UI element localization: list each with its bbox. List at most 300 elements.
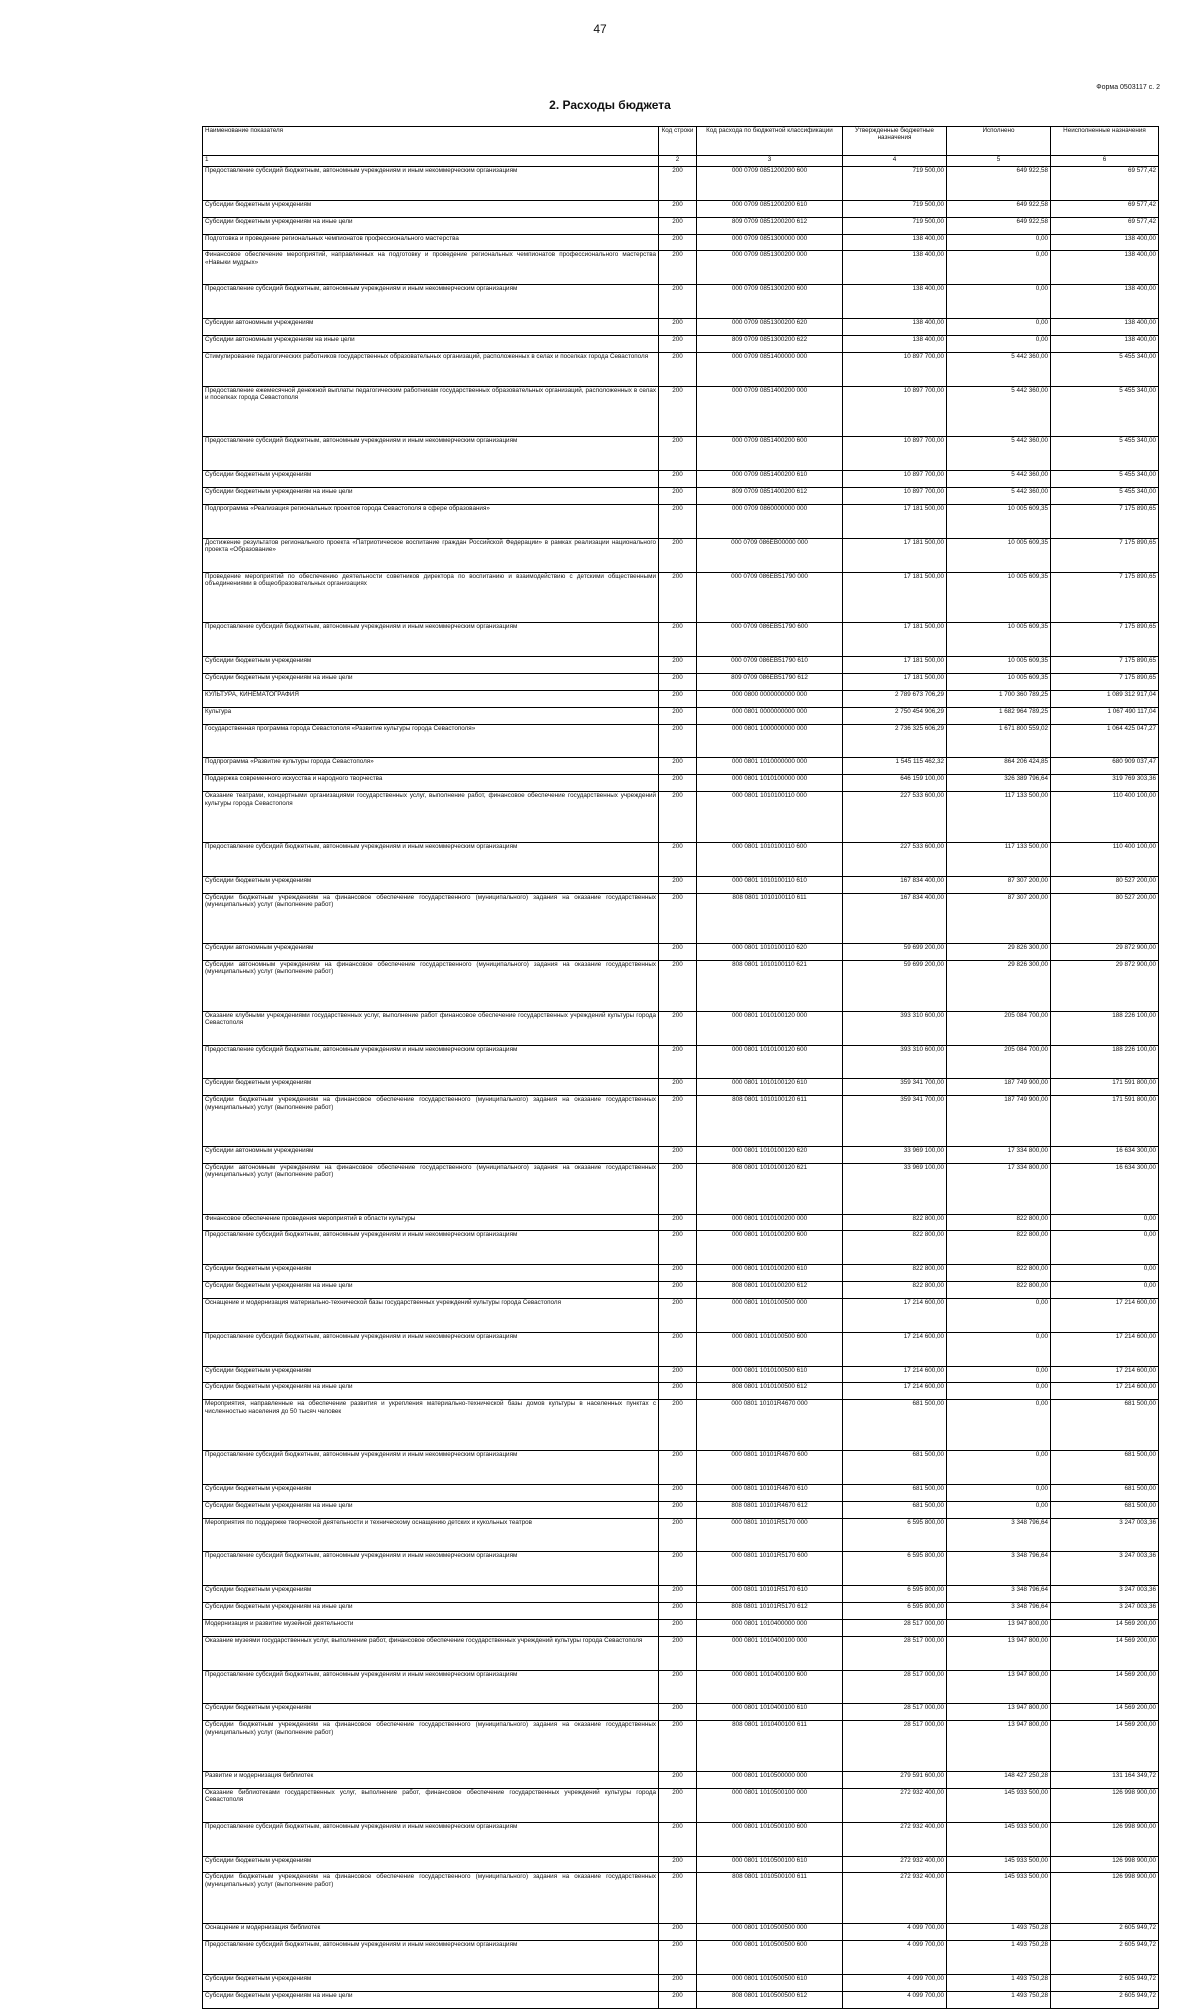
budget-expenses-table (202, 126, 1159, 2009)
row-executed-cell: 0,00 (947, 1298, 1051, 1332)
row-approved-cell: 681 500,00 (843, 1451, 947, 1485)
table-row (203, 386, 1159, 437)
row-classification-code-cell: 000 0709 0860000000 000 (697, 504, 843, 538)
row-approved-cell: 272 932 400,00 (843, 1788, 947, 1822)
row-executed-cell: 117 133 500,00 (947, 842, 1051, 876)
row-name-cell: Развитие и модернизация библиотек (203, 1772, 659, 1789)
row-classification-code-cell: 000 0801 1010500100 000 (697, 1788, 843, 1822)
row-unexecuted-cell: 69 577,42 (1051, 217, 1159, 234)
row-executed-cell: 5 442 360,00 (947, 386, 1051, 437)
table-row (203, 1045, 1159, 1079)
row-unexecuted-cell: 5 455 340,00 (1051, 471, 1159, 488)
row-line-code-cell: 200 (659, 1501, 697, 1518)
row-unexecuted-cell: 681 500,00 (1051, 1501, 1159, 1518)
table-row (203, 1383, 1159, 1400)
row-unexecuted-cell: 2 605 949,72 (1051, 1991, 1159, 2008)
row-name-cell: Подготовка и проведение региональных чемпионатов профессионального мастерства (203, 234, 659, 251)
row-executed-cell: 1 493 750,28 (947, 1974, 1051, 1991)
row-approved-cell: 6 595 800,00 (843, 1552, 947, 1586)
row-name-cell: Субсидии бюджетным учреждениям (203, 1974, 659, 1991)
table-row (203, 1501, 1159, 1518)
row-line-code-cell: 200 (659, 1298, 697, 1332)
row-line-code-cell: 200 (659, 623, 697, 657)
row-approved-cell: 822 800,00 (843, 1282, 947, 1299)
row-executed-cell: 145 933 500,00 (947, 1822, 1051, 1856)
row-name-cell: Субсидии бюджетным учреждениям (203, 471, 659, 488)
table-row (203, 1586, 1159, 1603)
row-approved-cell: 393 310 600,00 (843, 1011, 947, 1045)
row-approved-cell: 822 800,00 (843, 1265, 947, 1282)
table-row (203, 572, 1159, 623)
table-row (203, 1822, 1159, 1856)
row-line-code-cell: 200 (659, 437, 697, 471)
row-approved-cell: 167 834 400,00 (843, 876, 947, 893)
row-executed-cell: 205 084 700,00 (947, 1045, 1051, 1079)
row-classification-code-cell: 000 0801 10101R4670 000 (697, 1400, 843, 1451)
row-line-code-cell: 200 (659, 656, 697, 673)
row-executed-cell: 10 005 609,35 (947, 504, 1051, 538)
row-unexecuted-cell: 3 247 003,36 (1051, 1586, 1159, 1603)
table-row (203, 1146, 1159, 1163)
row-unexecuted-cell: 7 175 890,65 (1051, 572, 1159, 623)
table-row (203, 1282, 1159, 1299)
row-classification-code-cell: 809 0709 0851300200 622 (697, 335, 843, 352)
row-unexecuted-cell: 681 500,00 (1051, 1400, 1159, 1451)
row-line-code-cell: 200 (659, 707, 697, 724)
row-unexecuted-cell: 188 226 100,00 (1051, 1011, 1159, 1045)
row-classification-code-cell: 000 0801 10101R5170 600 (697, 1552, 843, 1586)
row-name-cell: Субсидии автономным учреждениям (203, 944, 659, 961)
row-approved-cell: 6 595 800,00 (843, 1603, 947, 1620)
table-row (203, 167, 1159, 201)
row-executed-cell: 17 334 800,00 (947, 1146, 1051, 1163)
row-name-cell: Подпрограмма «Реализация региональных проектов города Севастополя в сфере образования» (203, 504, 659, 538)
row-name-cell: КУЛЬТУРА, КИНЕМАТОГРАФИЯ (203, 690, 659, 707)
row-unexecuted-cell: 3 247 003,36 (1051, 1552, 1159, 1586)
row-line-code-cell: 200 (659, 1366, 697, 1383)
row-approved-cell: 2 750 454 906,29 (843, 707, 947, 724)
row-line-code-cell: 200 (659, 893, 697, 944)
row-executed-cell: 822 800,00 (947, 1214, 1051, 1231)
row-approved-cell: 138 400,00 (843, 335, 947, 352)
row-unexecuted-cell: 0,00 (1051, 1265, 1159, 1282)
table-header-row (203, 127, 1159, 156)
row-line-code-cell: 200 (659, 961, 697, 1012)
row-classification-code-cell: 000 0801 1010400100 610 (697, 1704, 843, 1721)
row-executed-cell: 13 947 800,00 (947, 1704, 1051, 1721)
row-line-code-cell: 200 (659, 319, 697, 336)
table-row (203, 1079, 1159, 1096)
row-line-code-cell: 200 (659, 572, 697, 623)
row-line-code-cell: 200 (659, 1991, 697, 2008)
row-approved-cell: 17 214 600,00 (843, 1366, 947, 1383)
row-unexecuted-cell: 1 064 425 047,27 (1051, 724, 1159, 758)
row-approved-cell: 33 969 100,00 (843, 1163, 947, 1214)
row-line-code-cell: 200 (659, 352, 697, 386)
row-line-code-cell: 200 (659, 1670, 697, 1704)
row-executed-cell: 0,00 (947, 1383, 1051, 1400)
row-unexecuted-cell: 7 175 890,65 (1051, 623, 1159, 657)
row-approved-cell: 10 897 700,00 (843, 488, 947, 505)
row-name-cell: Оказание библиотеками государственных услуг, выполнение работ, финансовое обеспечение государственных учреждений культуры города Севастополя (203, 1788, 659, 1822)
row-name-cell: Предоставление субсидий бюджетным, автономным учреждениям и иным некоммерческим организациям (203, 285, 659, 319)
row-approved-cell: 4 099 700,00 (843, 1974, 947, 1991)
row-classification-code-cell: 000 0801 1010100200 610 (697, 1265, 843, 1282)
table-row (203, 656, 1159, 673)
row-unexecuted-cell: 14 569 200,00 (1051, 1636, 1159, 1670)
row-line-code-cell: 200 (659, 1265, 697, 1282)
row-line-code-cell: 200 (659, 1586, 697, 1603)
row-name-cell: Предоставление субсидий бюджетным, автономным учреждениям и иным некоммерческим организациям (203, 1822, 659, 1856)
column-number: 2 (659, 156, 697, 167)
row-classification-code-cell: 000 0709 0851300200 000 (697, 251, 843, 285)
row-approved-cell: 6 595 800,00 (843, 1518, 947, 1552)
row-name-cell: Культура (203, 707, 659, 724)
table-row (203, 1011, 1159, 1045)
row-line-code-cell: 200 (659, 1231, 697, 1265)
column-number-row (203, 156, 1159, 167)
column-header-approved: Утвержденные бюджетные назначения (843, 127, 947, 156)
row-line-code-cell: 200 (659, 1214, 697, 1231)
row-approved-cell: 28 517 000,00 (843, 1721, 947, 1772)
row-name-cell: Предоставление ежемесячной денежной выплаты педагогическим работникам государственных образовательных организаций, расположенных в селах и поселках города Севастополя (203, 386, 659, 437)
row-classification-code-cell: 808 0801 1010500500 612 (697, 1991, 843, 2008)
row-executed-cell: 0,00 (947, 1451, 1051, 1485)
row-executed-cell: 649 922,58 (947, 200, 1051, 217)
row-line-code-cell: 200 (659, 1721, 697, 1772)
row-name-cell: Субсидии бюджетным учреждениям на иные цели (203, 1991, 659, 2008)
table-row (203, 961, 1159, 1012)
row-executed-cell: 0,00 (947, 251, 1051, 285)
row-line-code-cell: 200 (659, 758, 697, 775)
row-name-cell: Субсидии бюджетным учреждениям на финансовое обеспечение государственного (муниципального) задания на оказание государственных (муниципальных) услуг (выполнение работ) (203, 1096, 659, 1147)
row-name-cell: Субсидии бюджетным учреждениям (203, 1484, 659, 1501)
row-approved-cell: 646 159 100,00 (843, 775, 947, 792)
row-line-code-cell: 200 (659, 471, 697, 488)
row-classification-code-cell: 000 0801 1010100200 600 (697, 1231, 843, 1265)
row-unexecuted-cell: 17 214 600,00 (1051, 1366, 1159, 1383)
row-unexecuted-cell: 17 214 600,00 (1051, 1332, 1159, 1366)
row-unexecuted-cell: 3 247 003,36 (1051, 1603, 1159, 1620)
row-approved-cell: 10 897 700,00 (843, 437, 947, 471)
row-approved-cell: 822 800,00 (843, 1214, 947, 1231)
row-unexecuted-cell: 171 591 800,00 (1051, 1096, 1159, 1147)
row-unexecuted-cell: 131 164 349,72 (1051, 1772, 1159, 1789)
row-line-code-cell: 200 (659, 1484, 697, 1501)
row-executed-cell: 145 933 500,00 (947, 1856, 1051, 1873)
table-row (203, 251, 1159, 285)
table-row (203, 1603, 1159, 1620)
row-executed-cell: 1 700 360 789,25 (947, 690, 1051, 707)
row-unexecuted-cell: 138 400,00 (1051, 251, 1159, 285)
row-unexecuted-cell: 0,00 (1051, 1282, 1159, 1299)
row-approved-cell: 4 099 700,00 (843, 1991, 947, 2008)
row-approved-cell: 6 595 800,00 (843, 1586, 947, 1603)
row-approved-cell: 227 533 600,00 (843, 792, 947, 843)
row-line-code-cell: 200 (659, 1282, 697, 1299)
row-unexecuted-cell: 69 577,42 (1051, 200, 1159, 217)
row-executed-cell: 326 389 796,64 (947, 775, 1051, 792)
row-unexecuted-cell: 319 769 303,36 (1051, 775, 1159, 792)
table-row (203, 842, 1159, 876)
row-unexecuted-cell: 138 400,00 (1051, 319, 1159, 336)
row-line-code-cell: 200 (659, 1856, 697, 1873)
row-line-code-cell: 200 (659, 200, 697, 217)
row-name-cell: Субсидии автономным учреждениям на иные цели (203, 335, 659, 352)
row-classification-code-cell: 000 0801 1010500500 000 (697, 1924, 843, 1941)
row-classification-code-cell: 000 0801 1010500000 000 (697, 1772, 843, 1789)
row-executed-cell: 13 947 800,00 (947, 1620, 1051, 1637)
row-classification-code-cell: 808 0801 1010100500 612 (697, 1383, 843, 1400)
row-executed-cell: 1 493 750,28 (947, 1991, 1051, 2008)
row-classification-code-cell: 000 0709 086EB51790 000 (697, 572, 843, 623)
row-classification-code-cell: 000 0801 1010400100 600 (697, 1670, 843, 1704)
row-name-cell: Субсидии автономным учреждениям (203, 1146, 659, 1163)
row-name-cell: Субсидии бюджетным учреждениям (203, 1265, 659, 1282)
row-classification-code-cell: 000 0709 0851400200 610 (697, 471, 843, 488)
row-approved-cell: 17 181 500,00 (843, 623, 947, 657)
table-row (203, 1941, 1159, 1975)
row-classification-code-cell: 809 0709 086EB51790 612 (697, 673, 843, 690)
table-row (203, 234, 1159, 251)
table-row (203, 893, 1159, 944)
row-approved-cell: 10 897 700,00 (843, 352, 947, 386)
row-executed-cell: 0,00 (947, 1400, 1051, 1451)
row-name-cell: Оказание театрами, концертными организациями государственных услуг, выполнение работ, финансовое обеспечение государственных учреждений культуры города Севастополя (203, 792, 659, 843)
row-executed-cell: 5 442 360,00 (947, 488, 1051, 505)
row-classification-code-cell: 000 0801 10101R5170 000 (697, 1518, 843, 1552)
row-executed-cell: 17 334 800,00 (947, 1163, 1051, 1214)
row-executed-cell: 3 348 796,64 (947, 1586, 1051, 1603)
row-line-code-cell: 200 (659, 673, 697, 690)
row-executed-cell: 0,00 (947, 335, 1051, 352)
row-classification-code-cell: 000 0709 086EB51790 600 (697, 623, 843, 657)
row-unexecuted-cell: 138 400,00 (1051, 234, 1159, 251)
row-unexecuted-cell: 126 998 900,00 (1051, 1873, 1159, 1924)
row-line-code-cell: 200 (659, 488, 697, 505)
row-name-cell: Предоставление субсидий бюджетным, автономным учреждениям и иным некоммерческим организациям (203, 623, 659, 657)
row-line-code-cell: 200 (659, 944, 697, 961)
row-approved-cell: 17 181 500,00 (843, 656, 947, 673)
row-name-cell: Субсидии бюджетным учреждениям (203, 200, 659, 217)
row-approved-cell: 17 181 500,00 (843, 504, 947, 538)
row-classification-code-cell: 000 0801 1010100120 000 (697, 1011, 843, 1045)
column-header-line-code: Код строки (659, 127, 697, 156)
row-name-cell: Субсидии бюджетным учреждениям (203, 1586, 659, 1603)
row-classification-code-cell: 000 0801 1010100200 000 (697, 1214, 843, 1231)
row-line-code-cell: 200 (659, 538, 697, 572)
row-name-cell: Субсидии бюджетным учреждениям (203, 1079, 659, 1096)
row-classification-code-cell: 000 0801 1010100500 000 (697, 1298, 843, 1332)
row-line-code-cell: 200 (659, 842, 697, 876)
row-classification-code-cell: 000 0801 1010500500 610 (697, 1974, 843, 1991)
row-executed-cell: 205 084 700,00 (947, 1011, 1051, 1045)
row-line-code-cell: 200 (659, 775, 697, 792)
row-approved-cell: 17 181 500,00 (843, 538, 947, 572)
row-executed-cell: 1 682 964 789,25 (947, 707, 1051, 724)
table-row (203, 758, 1159, 775)
row-executed-cell: 13 947 800,00 (947, 1670, 1051, 1704)
row-approved-cell: 33 969 100,00 (843, 1146, 947, 1163)
page-number: 47 (593, 22, 607, 36)
row-line-code-cell: 200 (659, 1704, 697, 1721)
row-line-code-cell: 200 (659, 1788, 697, 1822)
row-unexecuted-cell: 14 569 200,00 (1051, 1620, 1159, 1637)
table-row (203, 690, 1159, 707)
row-approved-cell: 272 932 400,00 (843, 1873, 947, 1924)
table-row (203, 1721, 1159, 1772)
row-approved-cell: 10 897 700,00 (843, 386, 947, 437)
row-executed-cell: 1 493 750,28 (947, 1924, 1051, 1941)
row-executed-cell: 5 442 360,00 (947, 471, 1051, 488)
row-classification-code-cell: 808 0801 1010500100 611 (697, 1873, 843, 1924)
row-executed-cell: 87 307 200,00 (947, 876, 1051, 893)
row-name-cell: Предоставление субсидий бюджетным, автономным учреждениям и иным некоммерческим организациям (203, 437, 659, 471)
row-classification-code-cell: 809 0709 0851400200 612 (697, 488, 843, 505)
row-approved-cell: 272 932 400,00 (843, 1856, 947, 1873)
table-row (203, 1670, 1159, 1704)
column-header-executed: Исполнено (947, 127, 1051, 156)
row-name-cell: Субсидии бюджетным учреждениям на иные цели (203, 1501, 659, 1518)
row-executed-cell: 187 749 900,00 (947, 1096, 1051, 1147)
row-name-cell: Субсидии бюджетным учреждениям (203, 1366, 659, 1383)
table-row (203, 1265, 1159, 1282)
row-classification-code-cell: 000 0801 1010100120 600 (697, 1045, 843, 1079)
row-name-cell: Субсидии бюджетным учреждениям (203, 656, 659, 673)
row-name-cell: Предоставление субсидий бюджетным, автономным учреждениям и иным некоммерческим организациям (203, 1231, 659, 1265)
row-executed-cell: 0,00 (947, 319, 1051, 336)
row-name-cell: Предоставление субсидий бюджетным, автономным учреждениям и иным некоммерческим организациям (203, 1045, 659, 1079)
table-row (203, 1366, 1159, 1383)
row-approved-cell: 10 897 700,00 (843, 471, 947, 488)
column-number: 3 (697, 156, 843, 167)
table-row (203, 538, 1159, 572)
row-line-code-cell: 200 (659, 724, 697, 758)
row-unexecuted-cell: 80 527 200,00 (1051, 893, 1159, 944)
table-row (203, 1991, 1159, 2008)
row-name-cell: Субсидии бюджетным учреждениям на финансовое обеспечение государственного (муниципального) задания на оказание государственных (муниципальных) услуг (выполнение работ) (203, 1873, 659, 1924)
row-executed-cell: 649 922,58 (947, 167, 1051, 201)
row-classification-code-cell: 000 0801 1010100110 620 (697, 944, 843, 961)
table-row (203, 1484, 1159, 1501)
row-name-cell: Предоставление субсидий бюджетным, автономным учреждениям и иным некоммерческим организациям (203, 1552, 659, 1586)
row-classification-code-cell: 000 0801 1010100110 600 (697, 842, 843, 876)
row-line-code-cell: 200 (659, 285, 697, 319)
row-unexecuted-cell: 29 872 900,00 (1051, 961, 1159, 1012)
row-approved-cell: 1 545 115 462,32 (843, 758, 947, 775)
table-row (203, 1451, 1159, 1485)
row-unexecuted-cell: 1 089 312 917,04 (1051, 690, 1159, 707)
row-executed-cell: 0,00 (947, 1332, 1051, 1366)
table-row (203, 1332, 1159, 1366)
row-name-cell: Субсидии бюджетным учреждениям на иные цели (203, 1603, 659, 1620)
table-row (203, 1163, 1159, 1214)
table-row (203, 1400, 1159, 1451)
row-name-cell: Проведение мероприятий по обеспечению деятельности советников директора по воспитанию и взаимодействию с детскими общественными объединениями в общеобразовательных организациях (203, 572, 659, 623)
row-approved-cell: 138 400,00 (843, 234, 947, 251)
row-unexecuted-cell: 5 455 340,00 (1051, 386, 1159, 437)
row-line-code-cell: 200 (659, 1163, 697, 1214)
row-executed-cell: 87 307 200,00 (947, 893, 1051, 944)
row-name-cell: Предоставление субсидий бюджетным, автономным учреждениям и иным некоммерческим организациям (203, 842, 659, 876)
row-classification-code-cell: 000 0709 086EB00000 000 (697, 538, 843, 572)
row-name-cell: Стимулирование педагогических работников государственных образовательных организаций, расположенных в селах и поселках города Севастополя (203, 352, 659, 386)
row-executed-cell: 5 442 360,00 (947, 352, 1051, 386)
row-classification-code-cell: 000 0709 086EB51790 610 (697, 656, 843, 673)
table-row (203, 437, 1159, 471)
row-classification-code-cell: 000 0801 0000000000 000 (697, 707, 843, 724)
row-executed-cell: 145 933 500,00 (947, 1873, 1051, 1924)
column-header-classification-code: Код расхода по бюджетной классификации (697, 127, 843, 156)
row-unexecuted-cell: 3 247 003,36 (1051, 1518, 1159, 1552)
column-header-unexecuted: Неисполненные назначения (1051, 127, 1159, 156)
row-executed-cell: 864 206 424,85 (947, 758, 1051, 775)
row-classification-code-cell: 000 0801 1010100110 610 (697, 876, 843, 893)
row-approved-cell: 28 517 000,00 (843, 1704, 947, 1721)
row-approved-cell: 138 400,00 (843, 285, 947, 319)
row-line-code-cell: 200 (659, 1772, 697, 1789)
table-row (203, 504, 1159, 538)
column-number: 1 (203, 156, 659, 167)
row-classification-code-cell: 809 0709 0851200200 612 (697, 217, 843, 234)
table-row (203, 488, 1159, 505)
row-line-code-cell: 200 (659, 1518, 697, 1552)
table-row (203, 1298, 1159, 1332)
table-row (203, 1856, 1159, 1873)
row-line-code-cell: 200 (659, 1011, 697, 1045)
row-name-cell: Государственная программа города Севастополя «Развитие культуры города Севастополя» (203, 724, 659, 758)
table-row (203, 1620, 1159, 1637)
table-row (203, 944, 1159, 961)
row-classification-code-cell: 000 0801 1010100000 000 (697, 775, 843, 792)
table-row (203, 1552, 1159, 1586)
row-name-cell: Оснащение и модернизация библиотек (203, 1924, 659, 1941)
row-executed-cell: 0,00 (947, 234, 1051, 251)
row-approved-cell: 138 400,00 (843, 251, 947, 285)
row-unexecuted-cell: 7 175 890,65 (1051, 538, 1159, 572)
row-line-code-cell: 200 (659, 690, 697, 707)
row-classification-code-cell: 808 0801 1010400100 611 (697, 1721, 843, 1772)
row-executed-cell: 0,00 (947, 1366, 1051, 1383)
row-name-cell: Модернизация и развитие музейной деятельности (203, 1620, 659, 1637)
column-number: 5 (947, 156, 1051, 167)
row-unexecuted-cell: 14 569 200,00 (1051, 1670, 1159, 1704)
row-classification-code-cell: 808 0801 1010100110 621 (697, 961, 843, 1012)
row-unexecuted-cell: 14 569 200,00 (1051, 1704, 1159, 1721)
row-approved-cell: 393 310 600,00 (843, 1045, 947, 1079)
row-approved-cell: 17 181 500,00 (843, 572, 947, 623)
row-line-code-cell: 200 (659, 504, 697, 538)
row-executed-cell: 1 671 800 559,02 (947, 724, 1051, 758)
row-classification-code-cell: 808 0801 1010100120 621 (697, 1163, 843, 1214)
row-name-cell: Предоставление субсидий бюджетным, автономным учреждениям и иным некоммерческим организациям (203, 1941, 659, 1975)
table-row (203, 1096, 1159, 1147)
row-unexecuted-cell: 680 909 037,47 (1051, 758, 1159, 775)
row-line-code-cell: 200 (659, 1974, 697, 1991)
row-executed-cell: 1 493 750,28 (947, 1941, 1051, 1975)
row-line-code-cell: 200 (659, 1400, 697, 1451)
row-classification-code-cell: 808 0801 10101R4670 612 (697, 1501, 843, 1518)
row-classification-code-cell: 000 0801 1010100500 610 (697, 1366, 843, 1383)
table-row (203, 352, 1159, 386)
row-name-cell: Субсидии бюджетным учреждениям на иные цели (203, 488, 659, 505)
row-approved-cell: 279 591 600,00 (843, 1772, 947, 1789)
row-line-code-cell: 200 (659, 1636, 697, 1670)
row-approved-cell: 681 500,00 (843, 1484, 947, 1501)
row-executed-cell: 822 800,00 (947, 1282, 1051, 1299)
row-name-cell: Субсидии бюджетным учреждениям на иные цели (203, 1282, 659, 1299)
row-name-cell: Подпрограмма «Развитие культуры города Севастополя» (203, 758, 659, 775)
